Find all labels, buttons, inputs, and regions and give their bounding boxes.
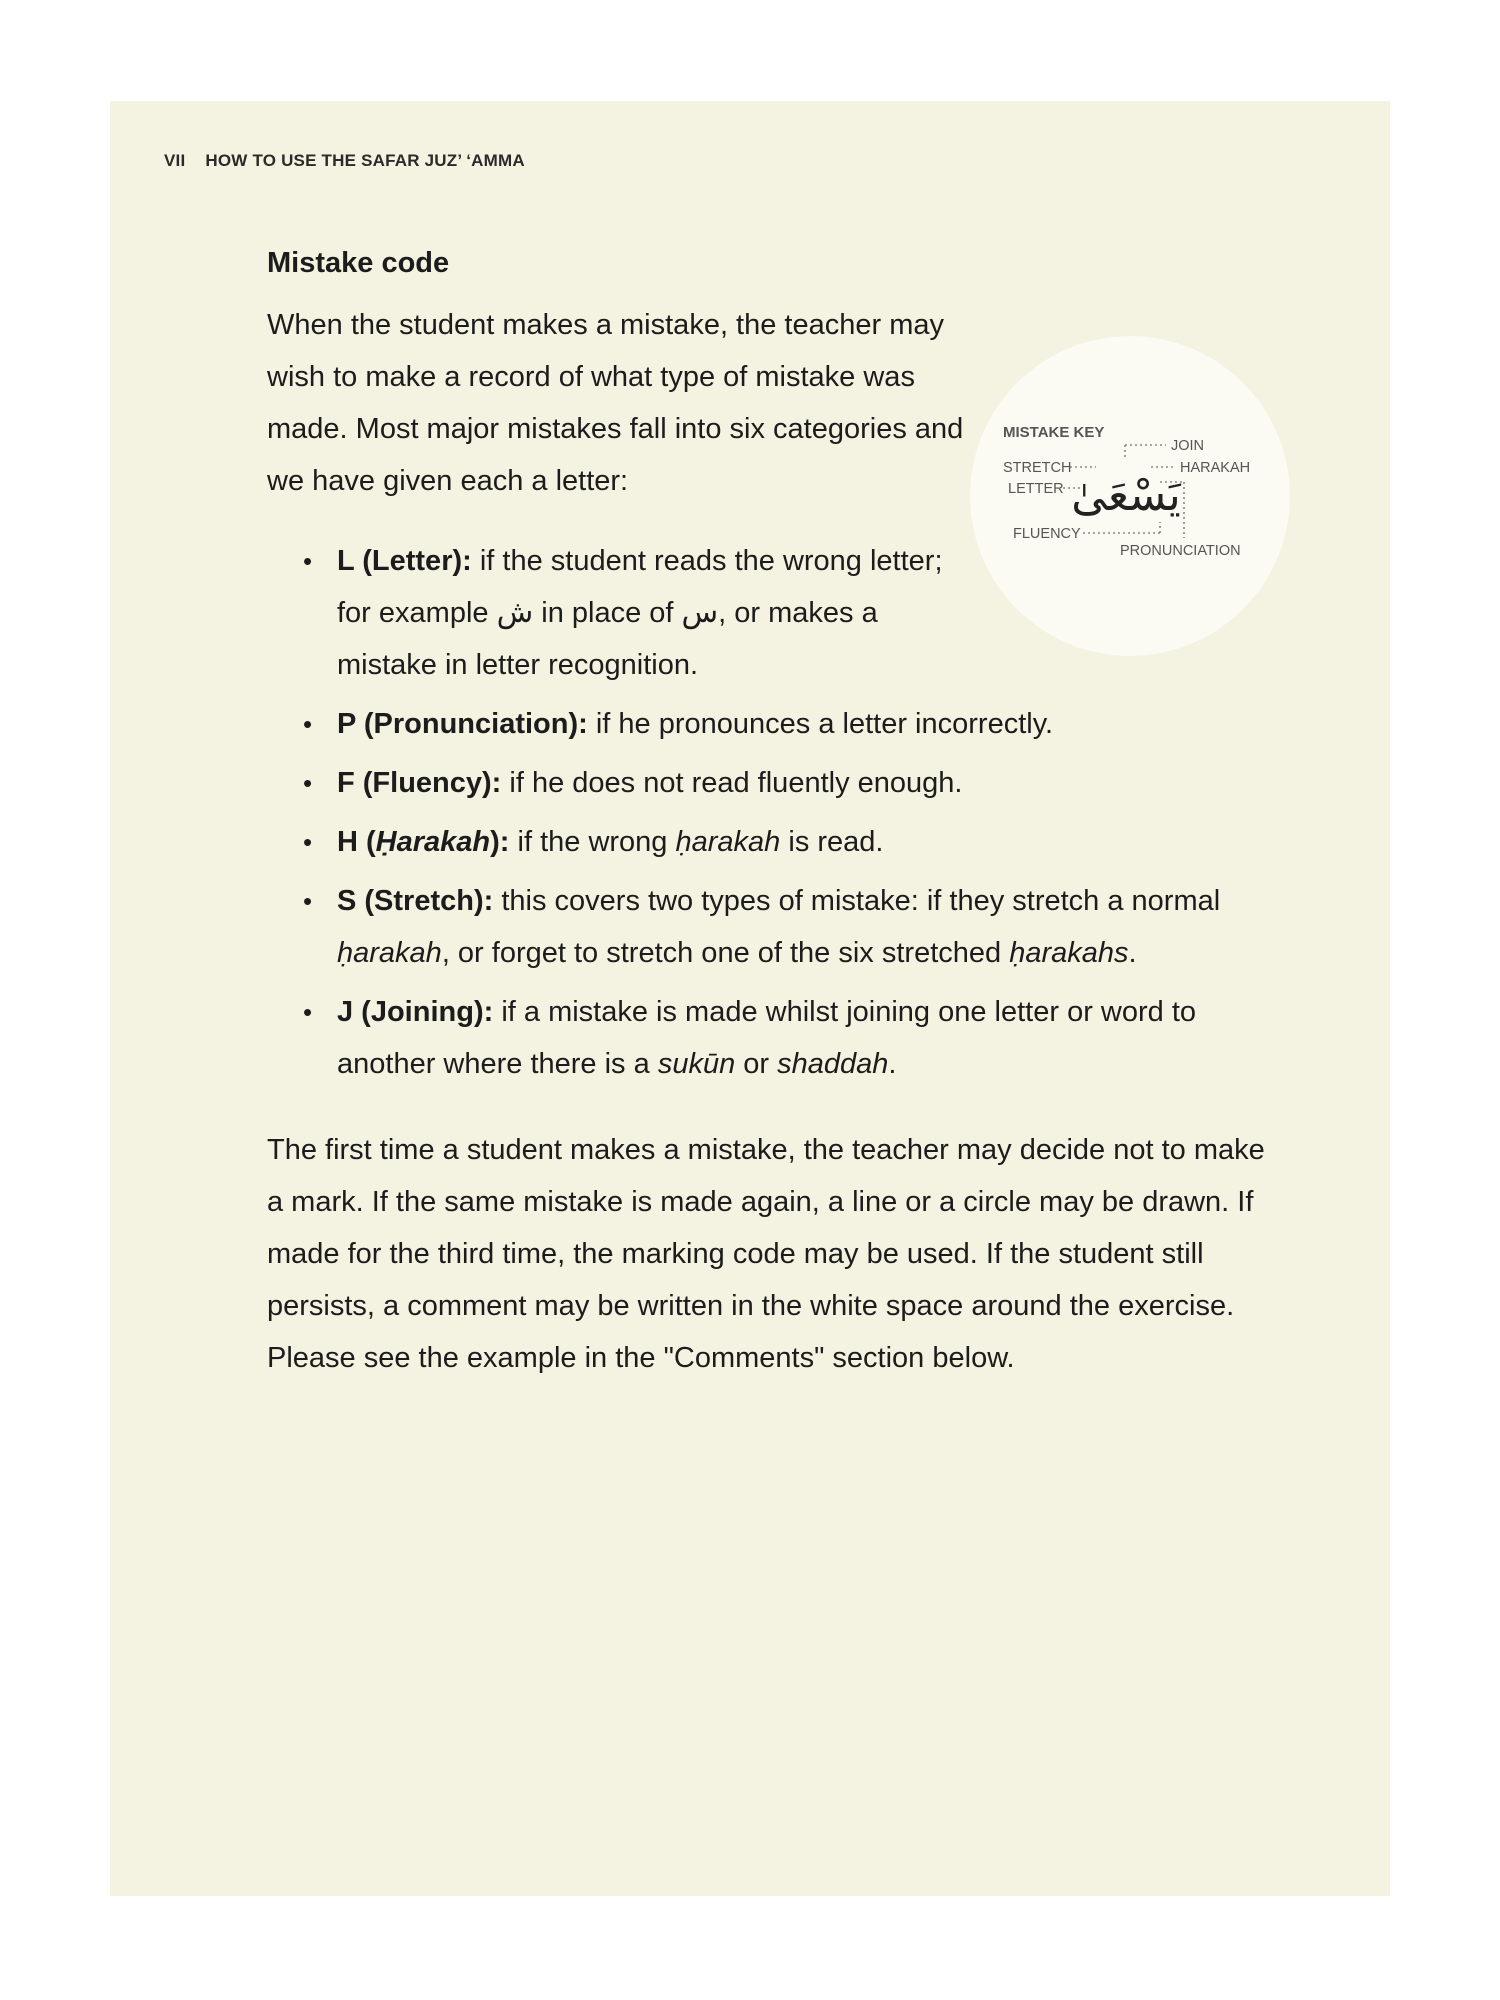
item-text: or bbox=[735, 1047, 778, 1080]
arabic-letter-shin: ش bbox=[496, 594, 534, 630]
key-arabic-word: يَسْعَىٰ bbox=[1071, 470, 1181, 521]
item-text: if he pronounces a letter incorrectly. bbox=[587, 707, 1054, 740]
list-item-letter bbox=[337, 535, 967, 691]
list-item-joining bbox=[337, 986, 1277, 1090]
key-label-harakah: HARAKAH bbox=[1180, 460, 1251, 476]
item-text: . bbox=[888, 1047, 897, 1080]
item-label: F (Fluency): bbox=[337, 766, 502, 799]
arabic-letter-sin: س bbox=[681, 594, 719, 630]
closing-paragraph: The first time a student makes a mistake, the teacher may decide not to make a mark. If the same mistake is made again, a line or a circle may be drawn. If made for the third time, the marking code may be used. If the student still persists, a comment may be written in the white space around the exercise. Please see the example in the "Comments" section below. bbox=[267, 1133, 1265, 1374]
list-item-stretch bbox=[337, 875, 1277, 979]
item-label: S (Stretch): bbox=[337, 884, 494, 917]
item-text-italic: ḥarakah bbox=[675, 825, 781, 858]
item-label: J (Joining): bbox=[337, 995, 494, 1028]
key-label-pronunciation: PRONUNCIATION bbox=[1120, 543, 1241, 559]
section-title: Mistake code bbox=[267, 247, 450, 279]
key-label-letter: LETTER bbox=[1008, 481, 1064, 497]
item-text-italic: shaddah bbox=[777, 1047, 889, 1080]
item-text-italic: ḥarakahs bbox=[1009, 936, 1129, 969]
item-text: , or makes a mistake in letter recognition. bbox=[337, 596, 878, 681]
page-number: VII bbox=[164, 151, 186, 170]
main-content bbox=[267, 246, 1277, 1384]
mistake-key-title: MISTAKE KEY bbox=[1003, 424, 1105, 441]
item-label: L (Letter): bbox=[337, 544, 472, 577]
list-item-harakah bbox=[337, 816, 1277, 868]
item-text: , or forget to stretch one of the six stretched bbox=[441, 936, 1010, 969]
key-label-join: JOIN bbox=[1171, 438, 1205, 454]
list-item-pronunciation bbox=[337, 698, 1277, 750]
item-text: . bbox=[1128, 936, 1137, 969]
item-text: if he does not read fluently enough. bbox=[501, 766, 963, 799]
item-text: is read. bbox=[780, 825, 884, 858]
label-part: ): bbox=[490, 825, 510, 858]
label-part-italic: Ḥarakah bbox=[375, 825, 491, 858]
item-label: P (Pronunciation): bbox=[337, 707, 588, 740]
intro-paragraph: When the student makes a mistake, the teacher may wish to make a record of what type of mistake was made. Most major mistakes fall into six categories and we have given each a letter: bbox=[267, 308, 964, 497]
item-text: if the student reads the wrong letter; for example bbox=[337, 544, 943, 629]
list-item-fluency bbox=[337, 757, 1277, 809]
key-label-stretch: STRETCH bbox=[1003, 460, 1072, 476]
mistake-list bbox=[267, 535, 1277, 1090]
item-text: in place of bbox=[533, 596, 682, 629]
running-header bbox=[164, 151, 525, 171]
running-title: HOW TO USE THE SAFAR JUZ’ ‘AMMA bbox=[205, 151, 525, 170]
item-text: if the wrong bbox=[509, 825, 676, 858]
key-label-fluency: FLUENCY bbox=[1013, 526, 1081, 542]
label-part: H ( bbox=[337, 825, 376, 858]
item-text: if a mistake is made whilst joining one letter or word to another where there is a bbox=[337, 995, 1197, 1080]
item-text-italic: ḥarakah bbox=[337, 936, 442, 969]
document-page bbox=[110, 101, 1390, 1896]
item-text-italic: sukūn bbox=[657, 1047, 736, 1080]
item-text: this covers two types of mistake: if they stretch a normal bbox=[493, 884, 1221, 917]
item-label bbox=[337, 826, 509, 858]
